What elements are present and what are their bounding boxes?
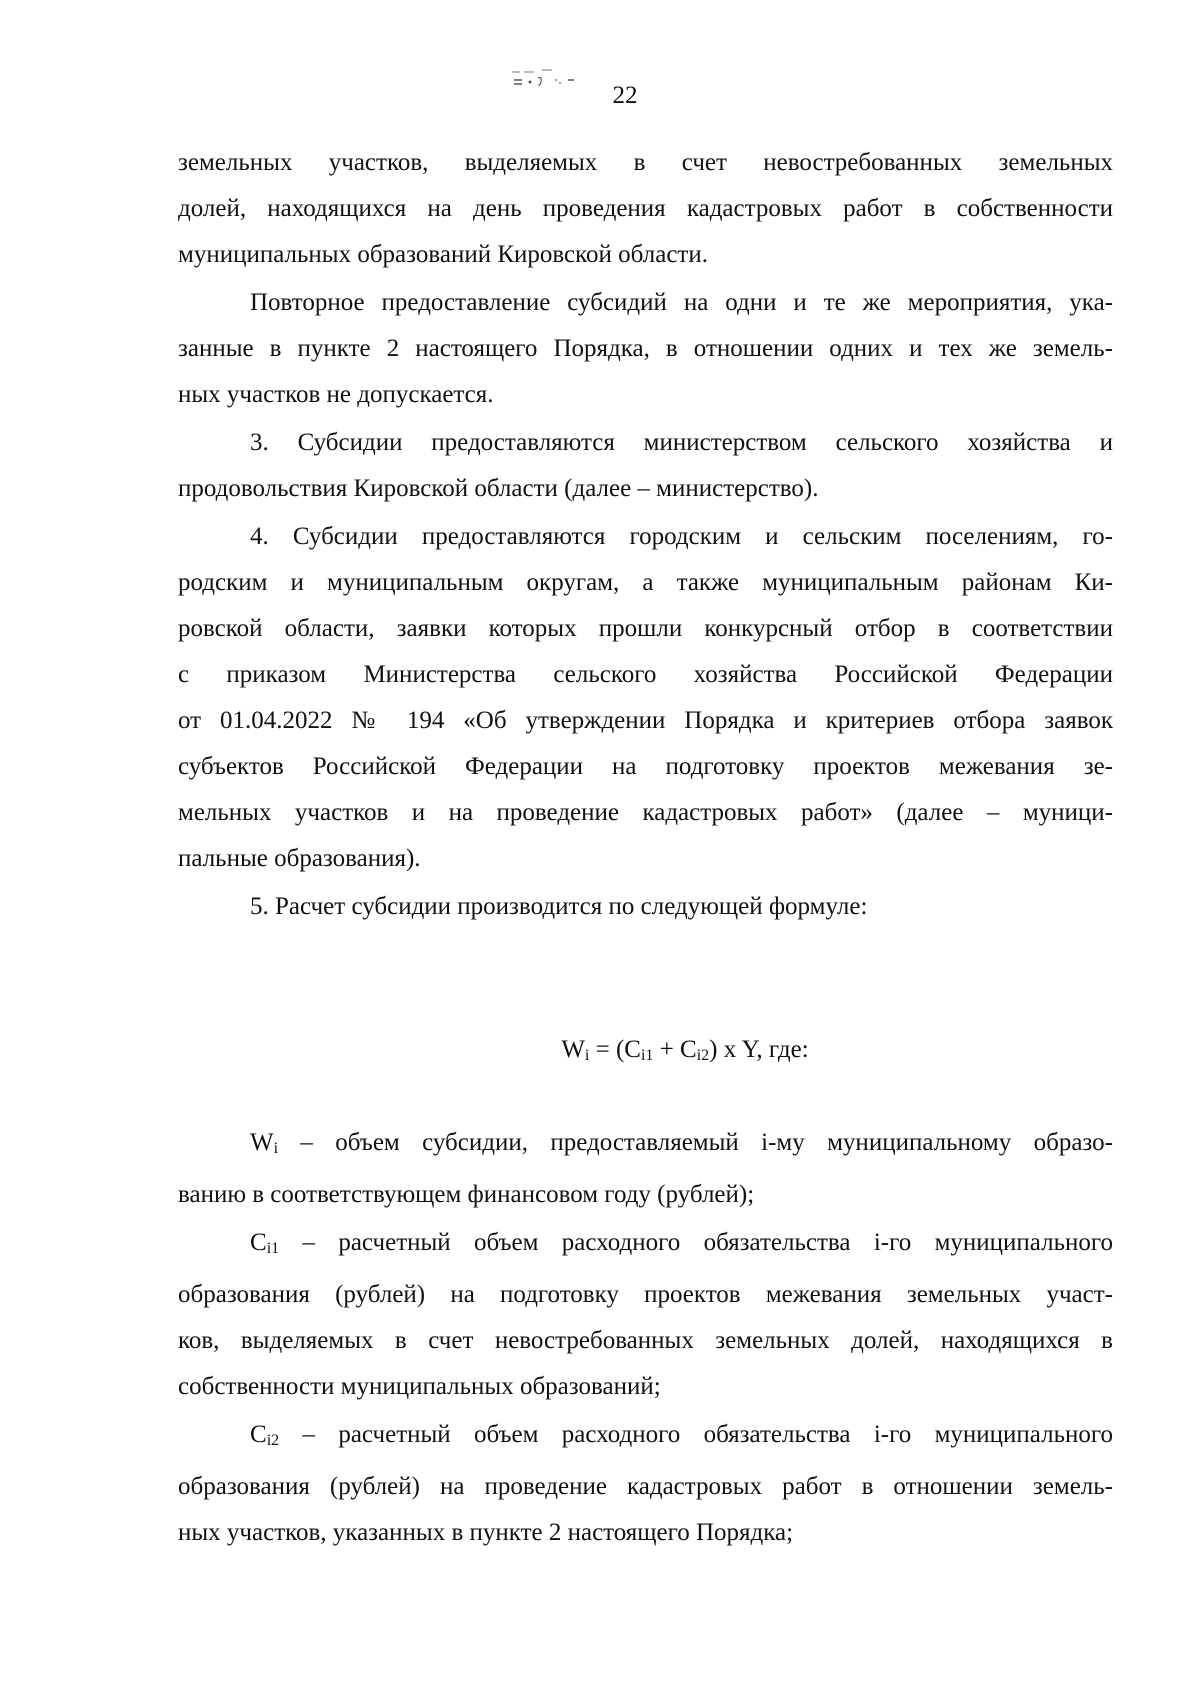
text-line: ков, выделяемых в счет невостребованных земельных долей, находящихся в (178, 1327, 1113, 1354)
definition-text: – объем субсидии, предоставляемый i-му муниципальному образо- (278, 1129, 1113, 1156)
text-line: долей, находящихся на день проведения кадастровых работ в собственности (178, 195, 1113, 222)
definition-text: – расчетный объем расходного обязательства i-го муниципального (279, 1229, 1113, 1256)
text-line: муниципальных образований Кировской области. (178, 241, 708, 268)
definition-symbol-subscript: i1 (266, 1240, 280, 1257)
formula-c2-subscript: i2 (696, 1047, 710, 1064)
page-number: 22 (612, 82, 638, 109)
formula-plus: + C (653, 1036, 697, 1063)
text-line: мельных участков и на проведение кадастровых работ» (далее – муници- (178, 799, 1113, 826)
text-line: ванию в соответствующем финансовом году (рублей); (178, 1181, 755, 1208)
text-line: с приказом Министерства сельского хозяйства Российской Федерации (178, 661, 1113, 688)
paragraph-item-5 (178, 884, 1113, 930)
body-text (178, 140, 1113, 932)
definition-wi (178, 1120, 1113, 1218)
text-line: субъектов Российской Федерации на подготовку проектов межевания зе- (178, 753, 1113, 780)
text-line: образования (рублей) на подготовку проектов межевания земельных участ- (178, 1281, 1113, 1308)
text-line: ровской области, заявки которых прошли конкурсный отбор в соответствии (178, 615, 1113, 642)
definition-ci1 (178, 1220, 1113, 1410)
formula-c1-subscript: i1 (640, 1047, 654, 1064)
text-line: 4. Субсидии предоставляются городским и сельским поселениям, го- (250, 523, 1113, 550)
text-line: собственности муниципальных образований; (178, 1373, 661, 1400)
text-line: 3. Субсидии предоставляются министерством сельского хозяйства и (250, 429, 1113, 456)
text-line: родским и муниципальным округам, а также муниципальным районам Ки- (178, 569, 1113, 596)
text-line: 5. Расчет субсидии производится по следующей формуле: (250, 893, 868, 920)
definition-text: – расчетный объем расходного обязательства i-го муниципального (279, 1421, 1113, 1448)
text-line: продовольствия Кировской области (далее – министерство). (178, 475, 819, 502)
paragraph-item-3 (178, 420, 1113, 512)
formula-definitions (178, 1120, 1113, 1558)
definition-symbol: W (250, 1129, 274, 1156)
definition-symbol: C (250, 1421, 267, 1448)
text-line: образования (рублей) на проведение кадастровых работ в отношении земель- (178, 1473, 1113, 1500)
text-line: занные в пункте 2 настоящего Порядка, в отношении одних и тех же земель- (178, 335, 1113, 362)
text-line (178, 1412, 1113, 1464)
text-line: Повторное предоставление субсидий на одни и те же мероприятия, ука- (250, 289, 1113, 316)
definition-symbol-subscript: i2 (266, 1432, 280, 1449)
text-line (178, 1220, 1113, 1272)
text-line: ных участков не допускается. (178, 381, 494, 408)
formula-eq-open: = (C (589, 1036, 641, 1063)
paragraph-item-4 (178, 514, 1113, 882)
definition-ci2 (178, 1412, 1113, 1556)
definition-symbol-subscript: i (273, 1140, 279, 1157)
formula-lhs: W (561, 1036, 585, 1063)
text-line: пальные образования). (178, 845, 421, 872)
text-line: ных участков, указанных в пункте 2 настоящего Порядка; (178, 1519, 794, 1546)
formula-lhs-subscript: i (584, 1047, 590, 1064)
text-line (178, 1120, 1113, 1172)
paragraph-continuation (178, 140, 1113, 278)
paragraph-repeat-subsidy (178, 280, 1113, 418)
text-line: земельных участков, выделяемых в счет невостребованных земельных (178, 149, 1113, 176)
definition-symbol: C (250, 1229, 267, 1256)
text-line: от 01.04.2022 № 194 «Об утверждении Порядка и критериев отбора заявок (178, 707, 1113, 734)
subsidy-formula (0, 1036, 1200, 1065)
formula-tail: ) x Y, где: (709, 1036, 809, 1063)
